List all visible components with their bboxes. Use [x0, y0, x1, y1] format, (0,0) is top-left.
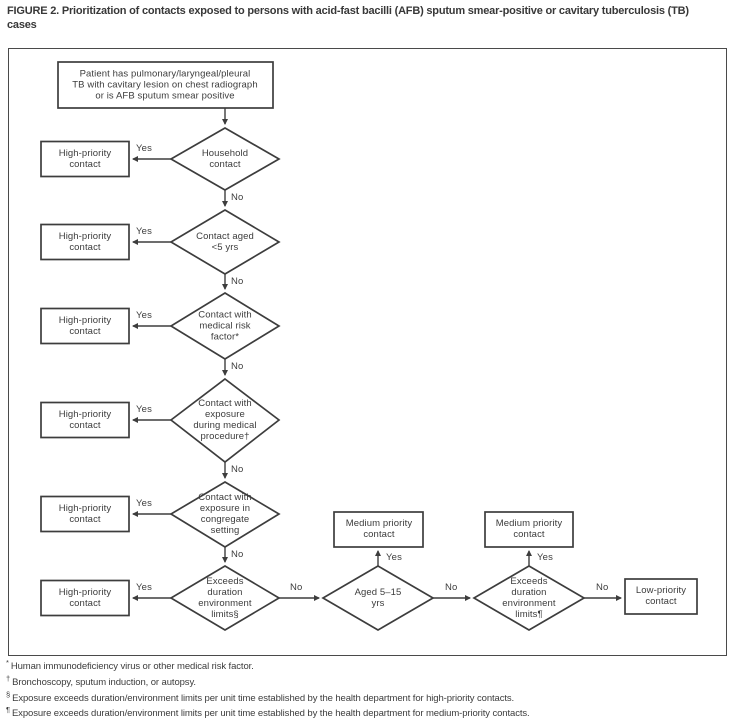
start-line-3: or is AFB sputum smear positive: [95, 90, 235, 102]
footnote-text-asterisk: Human immunodeficiency virus or other medical risk factor.: [10, 661, 254, 673]
footnote-mark-pilcrow: ¶: [6, 705, 10, 715]
edge-label-no-8: No: [596, 582, 609, 593]
figure-title: FIGURE 2. Prioritization of contacts exposed to persons with acid-fast bacilli (AFB) sputum smear-positive or cavitary tuberculosis (TB) cases: [7, 5, 689, 31]
footnote-asterisk: [6, 657, 732, 673]
footnote-mark-section: §: [6, 689, 11, 699]
footnote-mark-dagger: †: [6, 673, 11, 683]
edge-label-no-5: No: [231, 549, 244, 560]
outcome-high-priority-3: High-priority contact: [58, 315, 112, 337]
decision-household: Household contact: [201, 148, 249, 170]
footnote-section: [6, 689, 732, 705]
decision-duration-limits-high: Exceeds duration environment limits§: [198, 576, 252, 620]
edge-label-no-7: No: [445, 582, 458, 593]
edge-label-no-2: No: [231, 276, 244, 287]
edge-label-yes-1: Yes: [136, 143, 153, 154]
outcome-low-priority: Low-priority contact: [635, 585, 687, 607]
footnote-dagger: [6, 673, 732, 689]
outcome-high-priority-2: High-priority contact: [58, 231, 112, 253]
outcome-high-priority-1: High-priority contact: [58, 148, 112, 170]
outcome-medium-priority-1: Medium priority contact: [345, 518, 413, 540]
outcome-medium-priority-2: Medium priority contact: [495, 518, 563, 540]
decision-medical-risk: Contact with medical risk factor*: [198, 309, 252, 343]
footnote-text-section: Exposure exceeds duration/environment limits per unit time established by the health department for high-priority contacts.: [12, 692, 515, 704]
start-line-2: TB with cavitary lesion on chest radiograph: [72, 79, 258, 91]
decision-congregate: Contact with exposure in congregate setting: [198, 492, 252, 536]
edge-label-yes-7: Yes: [386, 552, 403, 563]
decision-medical-procedure: Contact with exposure during medical procedure†: [193, 398, 257, 442]
decision-duration-limits-medium: Exceeds duration environment limits¶: [502, 576, 556, 620]
start-line-1: Patient has pulmonary/laryngeal/pleural: [79, 68, 251, 80]
outcome-high-priority-6: High-priority contact: [58, 587, 112, 609]
footnote-mark-asterisk: *: [6, 658, 9, 667]
edge-label-no-4: No: [231, 464, 244, 475]
flowchart-figure: [8, 48, 727, 656]
edge-label-yes-2: Yes: [136, 226, 153, 237]
edge-label-yes-4: Yes: [136, 404, 153, 415]
flowchart-canvas: [9, 49, 726, 655]
edge-label-no-1: No: [231, 192, 244, 203]
outcome-high-priority-5: High-priority contact: [58, 503, 112, 525]
edge-label-yes-6: Yes: [136, 582, 153, 593]
outcome-high-priority-4: High-priority contact: [58, 409, 112, 431]
edge-label-no-6: No: [290, 582, 303, 593]
edge-label-yes-8: Yes: [537, 552, 554, 563]
start-node: [62, 69, 268, 102]
footnote-pilcrow: [6, 704, 732, 720]
edge-label-no-3: No: [231, 361, 244, 372]
footnote-text-pilcrow: Exposure exceeds duration/environment limits per unit time established by the health department for medium-priority contacts.: [11, 708, 530, 720]
edge-label-yes-3: Yes: [136, 310, 153, 321]
decision-aged-5-15: Aged 5–15 yrs: [354, 587, 402, 609]
decision-age-under5: Contact aged <5 yrs: [196, 231, 254, 253]
footnote-text-dagger: Bronchoscopy, sputum induction, or autopsy.: [12, 676, 196, 688]
edge-label-yes-5: Yes: [136, 498, 153, 509]
